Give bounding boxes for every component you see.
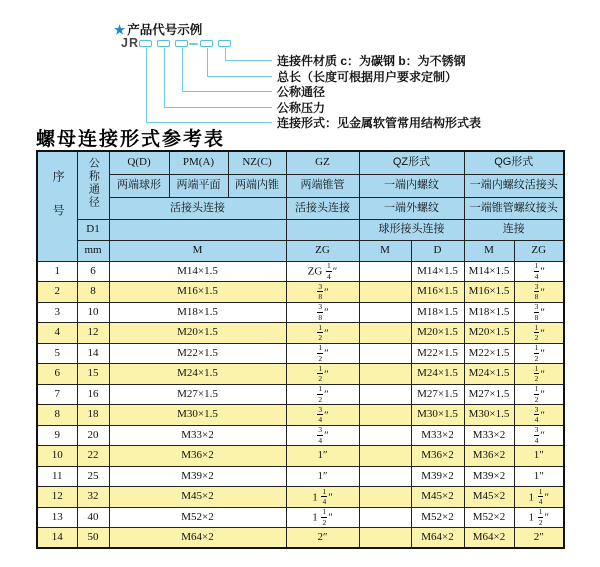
table-row [37,384,564,405]
table-cell: $\frac{1}{2}$ ″ [286,364,359,385]
table-cell: $\frac{1}{2}$ ″ [286,323,359,344]
table-cell [359,323,411,344]
table-cell: 1″ [514,466,564,487]
table-cell: $\frac{1}{2}$ ″ [514,364,564,385]
header-pm: PM(A) [169,151,228,174]
fraction: $\frac{3}{4}$ [534,425,539,445]
table-cell: M20×1.5 [411,323,464,344]
table-cell: $\frac{3}{8}$ ″ [286,302,359,323]
table-cell: $\frac{3}{8}$ ″ [514,302,564,323]
header-seq: 序号 [37,151,77,261]
table-cell: M39×2 [411,466,464,487]
header-mm: mm [77,240,109,261]
header-qz-desc1: 一端内螺纹 [359,174,464,197]
table-cell: 16 [77,384,109,405]
table-cell: 22 [77,446,109,467]
header-d1: D1 [77,219,109,240]
header-q-desc: 两端球形 [109,174,169,197]
table-cell: M27×1.5 [464,384,514,405]
fraction: $\frac{1}{4}$ [538,486,543,507]
table-cell: M36×2 [109,446,286,467]
table-header [37,151,564,261]
table-cell: M64×2 [109,528,286,549]
table-cell [359,405,411,426]
code-label: 连接件材质 c：为碳钢 b：为不锈钢 [277,54,466,68]
table-cell [359,528,411,549]
table-cell: M33×2 [464,425,514,446]
table-cell: M64×2 [464,528,514,549]
fraction: $\frac{1}{2}$ [534,343,539,363]
table-cell [359,261,411,282]
table-cell: $\frac{1}{2}$ ″ [514,323,564,344]
table-cell: 1 $\frac{1}{4}$ ″ [514,487,564,508]
table-cell: 32 [77,487,109,508]
header-pm-desc: 两端平面 [169,174,228,197]
table-cell: M36×2 [411,446,464,467]
table-cell: 1″ [514,446,564,467]
table-cell [359,282,411,303]
table-cell: 20 [77,425,109,446]
code-label: 连接形式：见金属软管常用结构形式表 [277,116,482,130]
fraction: $\frac{1}{2}$ [534,384,539,404]
table-cell: M30×1.5 [411,405,464,426]
table-cell: M22×1.5 [109,343,286,364]
table-cell: $\frac{1}{2}$ ″ [286,343,359,364]
table-cell: 4 [37,323,77,344]
table-cell: M64×2 [411,528,464,549]
table-row [37,323,564,344]
table-cell: M52×2 [109,507,286,528]
table-cell: M39×2 [464,466,514,487]
table-cell: $\frac{3}{4}$ ″ [286,425,359,446]
table-cell: $\frac{1}{2}$ ″ [514,384,564,405]
table-cell: 11 [37,466,77,487]
table-cell: M30×1.5 [464,405,514,426]
table-cell: M52×2 [411,507,464,528]
table-cell: M18×1.5 [109,302,286,323]
table-cell: M27×1.5 [411,384,464,405]
table-cell: M24×1.5 [464,364,514,385]
table-cell: 7 [37,384,77,405]
code-label: 公称通径 [277,85,326,99]
table-cell [359,487,411,508]
table-cell: M39×2 [109,466,286,487]
table-row [37,446,564,467]
code-box [200,40,213,47]
table-cell: 1 $\frac{1}{4}$ ″ [286,487,359,508]
header-qz: QZ形式 [359,151,464,174]
table-cell: 40 [77,507,109,528]
header-blank-1 [109,219,286,240]
table-cell: 1″ [286,466,359,487]
fraction: $\frac{3}{8}$ [318,302,323,322]
table-cell: 14 [37,528,77,549]
fraction: $\frac{3}{8}$ [318,281,323,302]
table-cell: 50 [77,528,109,549]
table-cell: 1 [37,261,77,282]
fraction: $\frac{1}{4}$ [534,261,539,281]
table-cell: M22×1.5 [464,343,514,364]
table-cell [359,425,411,446]
table-cell: 8 [77,282,109,303]
table-cell: M14×1.5 [109,261,286,282]
table-cell: 1″ [286,446,359,467]
fraction: $\frac{1}{2}$ [318,363,323,384]
table-cell: 5 [37,343,77,364]
table-row [37,302,564,323]
fraction: $\frac{3}{8}$ [534,302,539,322]
table-cell [359,384,411,405]
fraction: $\frac{3}{4}$ [318,425,323,445]
table-cell: M45×2 [464,487,514,508]
table-cell: 1 $\frac{1}{2}$ ″ [286,507,359,528]
header-gz: GZ [286,151,359,174]
table-cell: $\frac{3}{8}$ ″ [514,282,564,303]
table-cell: 6 [37,364,77,385]
header-qg-desc2: 一端锥管螺纹接头 [464,197,564,219]
table-cell: M22×1.5 [411,343,464,364]
table-cell: $\frac{3}{4}$ ″ [514,405,564,426]
table-cell: 6 [77,261,109,282]
table-cell: M18×1.5 [464,302,514,323]
product-code-heading-text: 产品代号示例 [127,23,203,37]
table-row [37,343,564,364]
header-qz-desc2: 一端外螺纹 [359,197,464,219]
header-q: Q(D) [109,151,169,174]
header-qz-d: D [411,240,464,261]
table-row [37,261,564,282]
table-cell: 10 [37,446,77,467]
table-cell: M33×2 [411,425,464,446]
header-gz-conn: 活接头连接 [286,197,359,219]
table-cell: 15 [77,364,109,385]
header-dn: 公称通径 [77,151,109,219]
table-cell [359,446,411,467]
header-nz-desc: 两端内锥 [228,174,286,197]
star-icon: ★ [114,23,126,37]
table-row [37,487,564,508]
fraction: $\frac{3}{4}$ [318,404,323,425]
table-cell: M33×2 [109,425,286,446]
table-row [37,425,564,446]
table-cell: 2″ [514,528,564,549]
fraction: $\frac{3}{4}$ [534,404,539,425]
fraction: $\frac{3}{8}$ [534,281,539,302]
table-row [37,364,564,385]
table-cell: M16×1.5 [411,282,464,303]
table-row [37,528,564,549]
table-row [37,405,564,426]
code-dash [189,43,198,45]
table-row [37,466,564,487]
header-blank-2 [286,219,359,240]
header-qz-m: M [359,240,411,261]
table-cell: $\frac{3}{4}$ ″ [286,405,359,426]
code-box [157,40,170,47]
table-cell: M45×2 [411,487,464,508]
header-m: M [109,240,286,261]
table-cell: 13 [37,507,77,528]
header-qz-conn: 球形接头连接 [359,219,464,240]
table-cell: 8 [37,405,77,426]
code-box [218,40,231,47]
table-cell [359,343,411,364]
header-qg-m: M [464,240,514,261]
code-box [175,40,188,47]
header-union-conn: 活接头连接 [109,197,286,219]
header-qg: QG形式 [464,151,564,174]
table-cell: 2 [37,282,77,303]
table-cell: 25 [77,466,109,487]
table-cell: 3 [37,302,77,323]
header-gz-desc: 两端锥管 [286,174,359,197]
fraction: $\frac{1}{2}$ [318,322,323,343]
table-cell: $\frac{3}{4}$ ″ [514,425,564,446]
table-cell: M14×1.5 [464,261,514,282]
table-cell: 1 $\frac{1}{2}$ ″ [514,507,564,528]
fraction: $\frac{1}{2}$ [322,507,327,527]
nut-connection-table [36,150,565,549]
fraction: $\frac{1}{4}$ [327,261,331,281]
header-qg-zg: ZG [514,240,564,261]
fraction: $\frac{1}{2}$ [538,507,543,527]
table-cell: 12 [77,323,109,344]
table-row [37,507,564,528]
table-cell: 10 [77,302,109,323]
table-cell: M20×1.5 [464,323,514,344]
table-cell: $\frac{1}{2}$ ″ [514,343,564,364]
table-cell: M30×1.5 [109,405,286,426]
table-row [37,282,564,303]
table-cell: M20×1.5 [109,323,286,344]
code-label: 公称压力 [277,100,326,115]
header-zg: ZG [286,240,359,261]
table-cell: M52×2 [464,507,514,528]
table-cell [359,507,411,528]
fraction: $\frac{1}{2}$ [534,363,539,384]
table-cell [359,466,411,487]
table-cell: 12 [37,487,77,508]
header-qg-desc1: 一端内螺纹活接头 [464,174,564,197]
table-cell: M16×1.5 [109,282,286,303]
table-cell: M24×1.5 [109,364,286,385]
product-code-prefix: JR [121,36,139,50]
table-cell: M18×1.5 [411,302,464,323]
table-cell: M16×1.5 [464,282,514,303]
table-cell: M24×1.5 [411,364,464,385]
table-cell: M27×1.5 [109,384,286,405]
table-body [37,261,564,548]
fraction: $\frac{1}{2}$ [318,343,323,363]
table-cell: M14×1.5 [411,261,464,282]
table-title: 螺母连接形式参考表 [36,129,226,150]
table-cell: M36×2 [464,446,514,467]
code-box [139,40,152,47]
table-cell: ZG $\frac{1}{4}$ ″ [286,261,359,282]
fraction: $\frac{1}{2}$ [534,322,539,343]
header-qg-conn: 连接 [464,219,564,240]
table-cell [359,364,411,385]
leader-line [225,48,273,61]
table-cell: $\frac{1}{2}$ ″ [286,384,359,405]
table-cell: $\frac{3}{8}$ ″ [286,282,359,303]
table-cell [359,302,411,323]
table-cell: M45×2 [109,487,286,508]
table-cell: 14 [77,343,109,364]
table-cell: 2″ [286,528,359,549]
table-cell: $\frac{1}{4}$ ″ [514,261,564,282]
table-cell: 18 [77,405,109,426]
fraction: $\frac{1}{2}$ [318,384,323,404]
table-cell: 9 [37,425,77,446]
header-nz: NZ(C) [228,151,286,174]
fraction: $\frac{1}{4}$ [322,486,327,507]
code-label: 总长（长度可根据用户要求定制） [277,69,458,84]
